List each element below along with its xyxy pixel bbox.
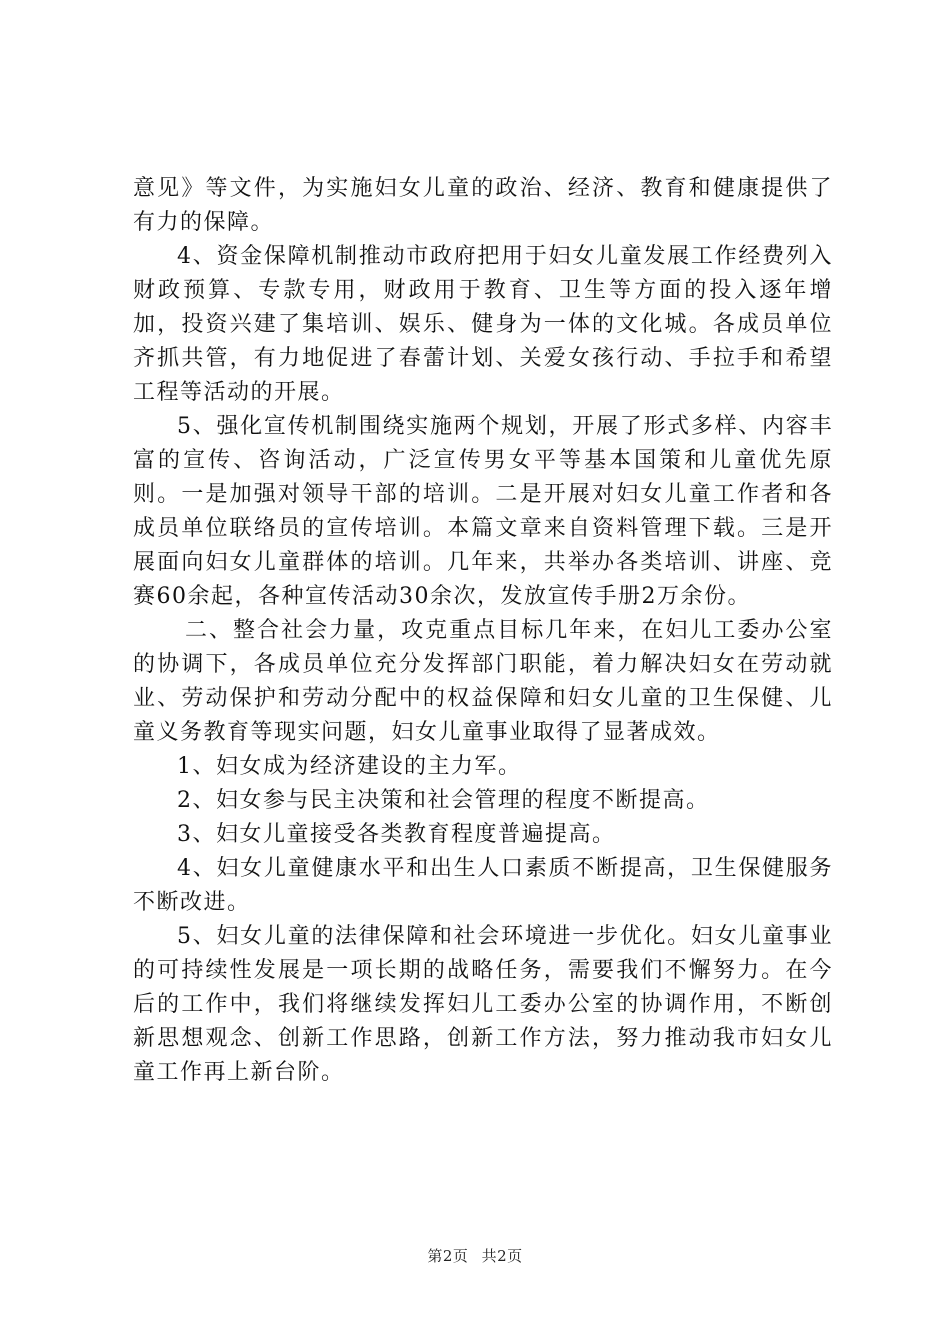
- page-number-current: 第2页: [427, 1247, 469, 1265]
- page-footer: [0, 1246, 950, 1266]
- document-body: [133, 172, 833, 1090]
- paragraph-funding-mechanism: 4、资金保障机制推动市政府把用于妇女儿童发展工作经费列入财政预算、专款专用，财政用于教育、卫生等方面的投入逐年增加，投资兴建了集培训、娱乐、健身为一体的文化城。各成员单位齐抓共管，有力地促进了春蕾计划、关爱女孩行动、手拉手和希望工程等活动的开展。: [133, 244, 833, 405]
- paragraph-item-2: 2、妇女参与民主决策和社会管理的程度不断提高。: [177, 788, 710, 813]
- paragraph-item-4: 4、妇女儿童健康水平和出生人口素质不断提高，卫生保健服务不断改进。: [133, 856, 833, 915]
- page-number-total: 共2页: [481, 1247, 523, 1265]
- paragraph-item-3: 3、妇女儿童接受各类教育程度普遍提高。: [177, 822, 616, 847]
- paragraph-item-5: 5、妇女儿童的法律保障和社会环境进一步优化。妇女儿童事业的可持续性发展是一项长期的战略任务，需要我们不懈努力。在今后的工作中，我们将继续发挥妇儿工委办公室的协调作用，不断创新思想观念、创新工作思路，创新工作方法，努力推动我市妇女儿童工作再上新台阶。: [133, 924, 833, 1085]
- paragraph-publicity-mechanism: 5、强化宣传机制围绕实施两个规划，开展了形式多样、内容丰富的宣传、咨询活动，广泛宣传男女平等基本国策和儿童优先原则。一是加强对领导干部的培训。二是开展对妇女儿童工作者和各成员单位联络员的宣传培训。本篇文章来自资料管理下载。三是开展面向妇女儿童群体的培训。几年来，共举办各类培训、讲座、竞赛60余起，各种宣传活动30余次，发放宣传手册2万余份。: [133, 414, 833, 609]
- paragraph-continuation: 意见》等文件，为实施妇女儿童的政治、经济、教育和健康提供了有力的保障。: [133, 176, 833, 235]
- paragraph-item-1: 1、妇女成为经济建设的主力军。: [177, 754, 522, 779]
- paragraph-section-two: 二、整合社会力量，攻克重点目标几年来，在妇儿工委办公室的协调下，各成员单位充分发挥部门职能，着力解决妇女在劳动就业、劳动保护和劳动分配中的权益保障和妇女儿童的卫生保健、儿童义务教育等现实问题，妇女儿童事业取得了显著成效。: [133, 618, 833, 745]
